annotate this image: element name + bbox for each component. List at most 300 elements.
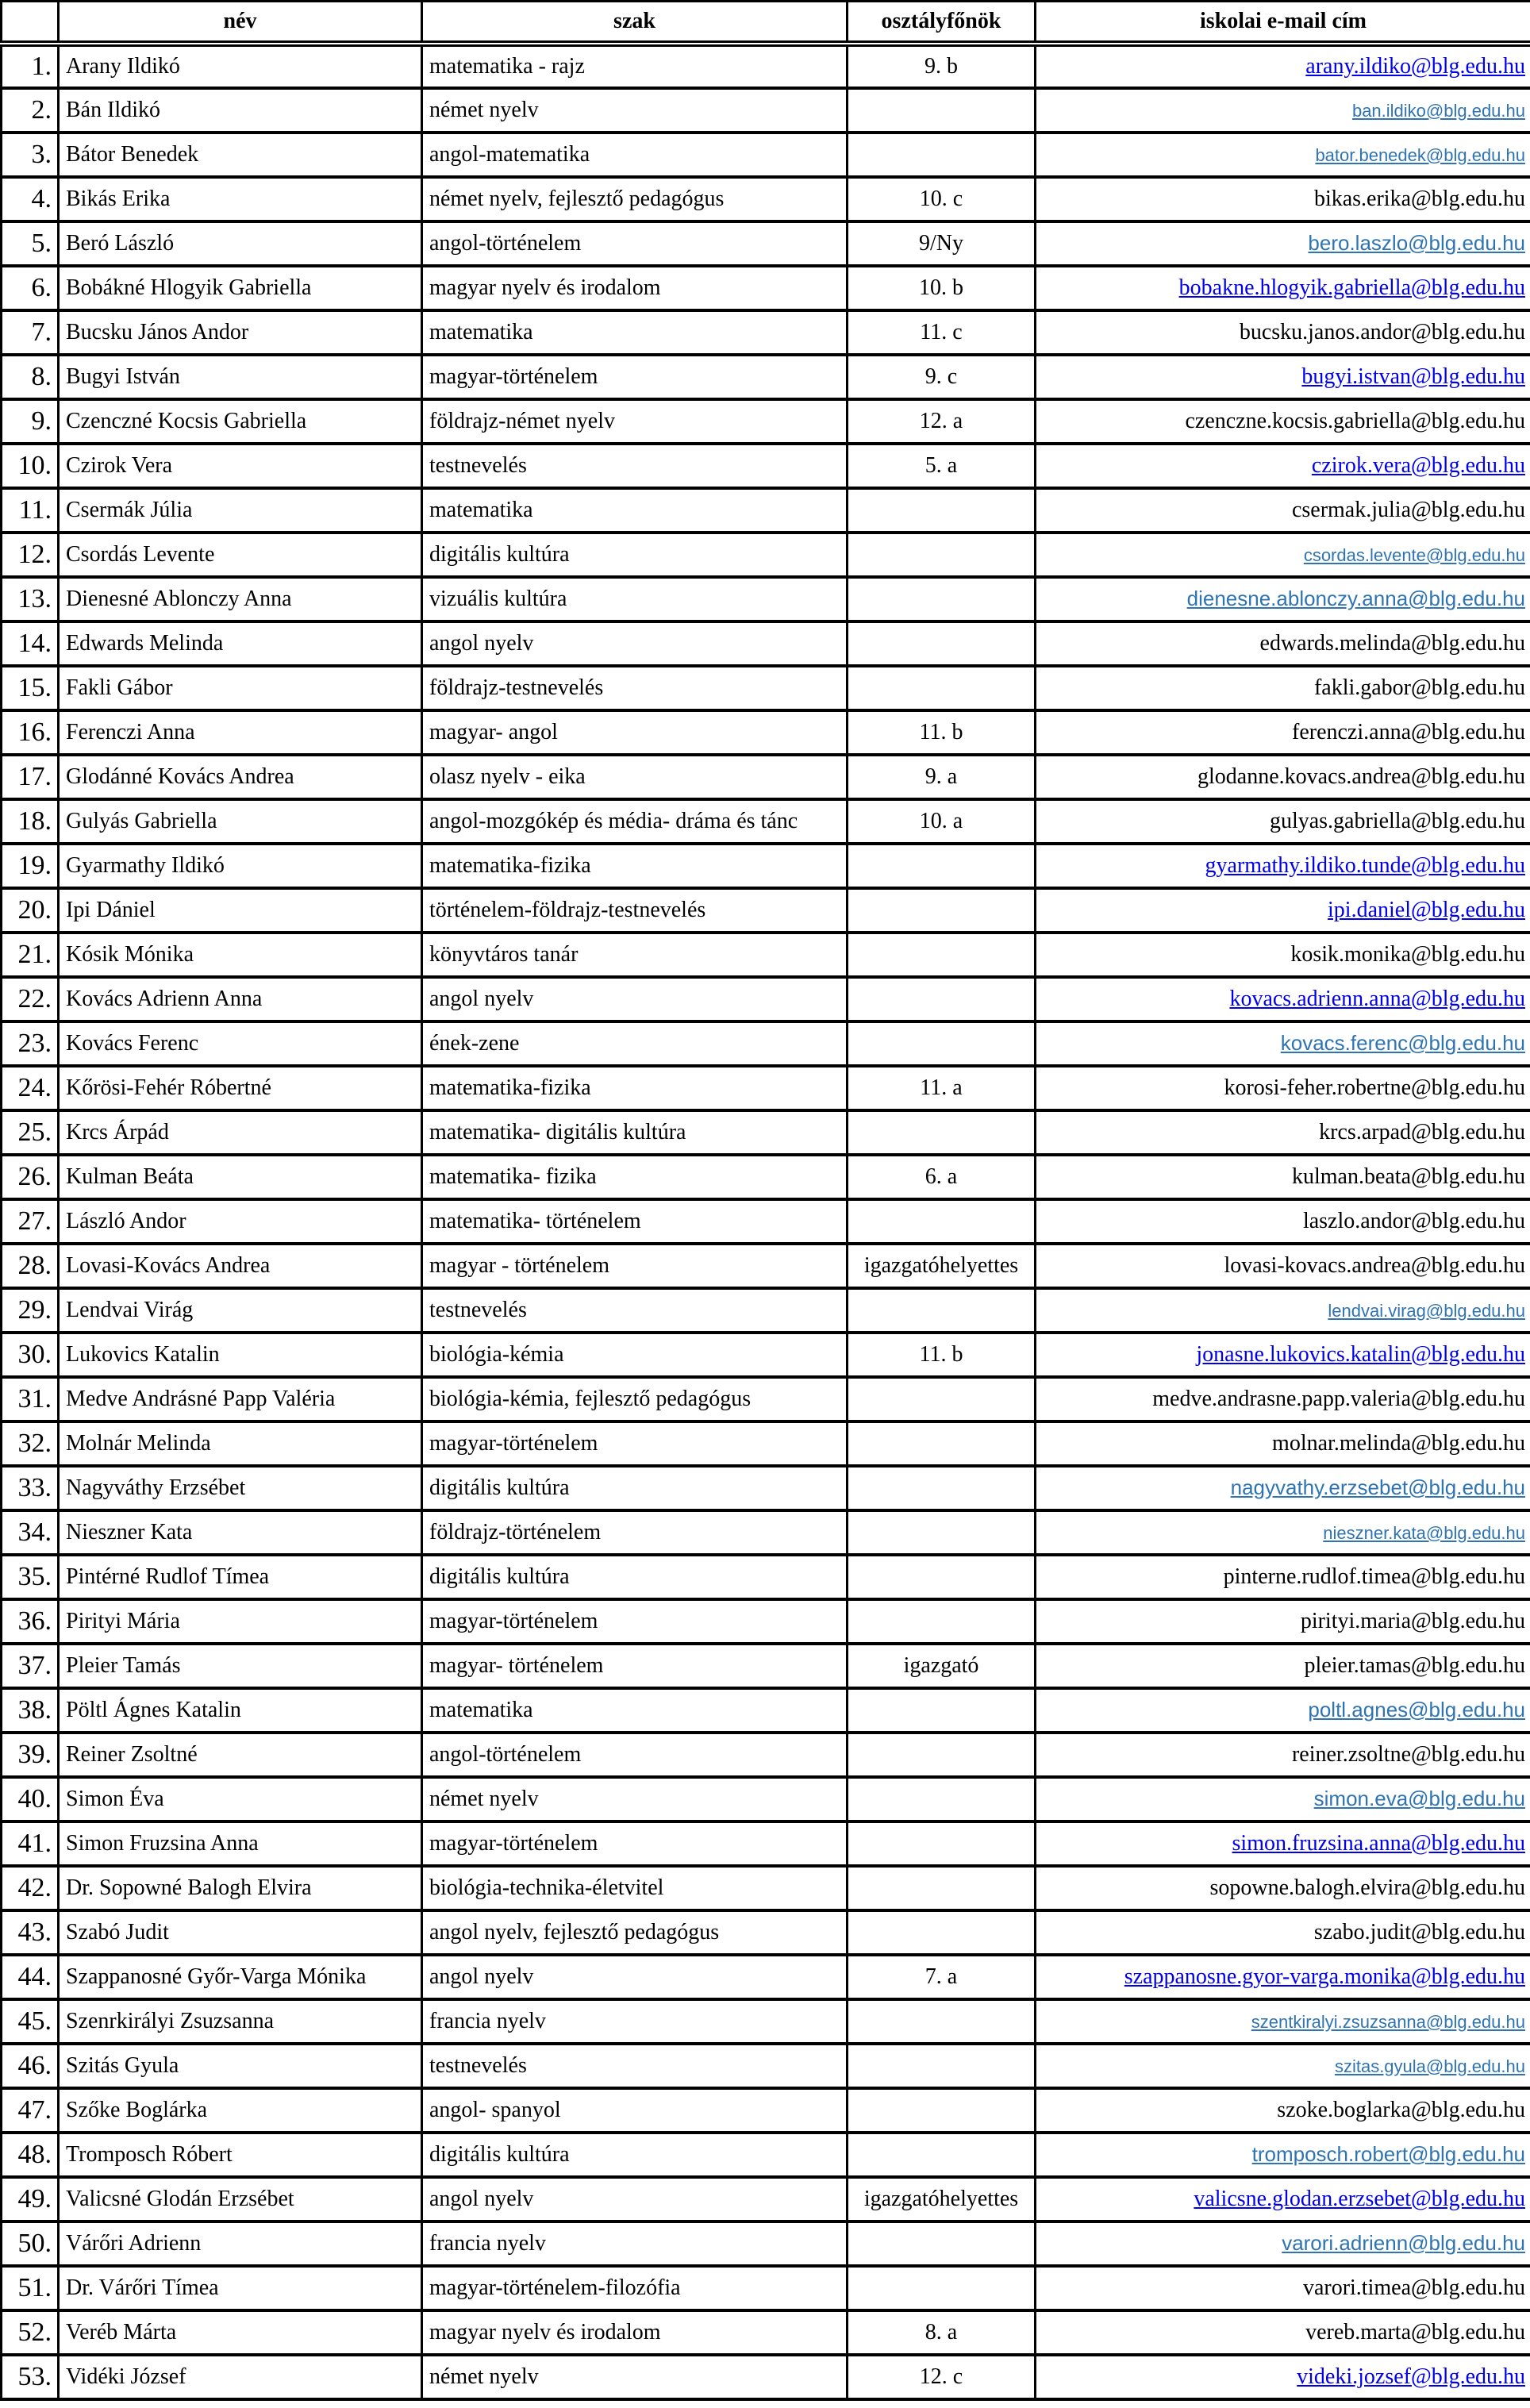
row-number: 4.	[2, 177, 59, 221]
row-number: 41.	[2, 1821, 59, 1866]
class-or-role	[848, 1688, 1036, 1733]
email-cell	[1036, 133, 1530, 177]
teacher-name: Fakli Gábor	[59, 666, 422, 710]
row-number: 34.	[2, 1510, 59, 1555]
table-row	[2, 2133, 1530, 2177]
subject: ének-zene	[422, 1021, 848, 1066]
teacher-name: Szenrkirályi Zsuzsanna	[59, 1999, 422, 2044]
subject: francia nyelv	[422, 2221, 848, 2266]
subject: angol-matematika	[422, 133, 848, 177]
class-or-role	[848, 1866, 1036, 1910]
email-cell	[1036, 1510, 1530, 1555]
class-or-role: 9. c	[848, 355, 1036, 399]
email-text: kosik.monika@blg.edu.hu	[1290, 941, 1525, 967]
header-cell-osztalyfonok: osztályfőnök	[848, 2, 1036, 44]
email-text: kulman.beata@blg.edu.hu	[1291, 1164, 1525, 1189]
subject: földrajz-német nyelv	[422, 399, 848, 444]
table-row	[2, 1821, 1530, 1866]
class-or-role: igazgató	[848, 1644, 1036, 1688]
teacher-name: Reiner Zsoltné	[59, 1733, 422, 1777]
table-row	[2, 1377, 1530, 1421]
subject: földrajz-testnevelés	[422, 666, 848, 710]
table-row	[2, 1510, 1530, 1555]
class-or-role	[848, 1466, 1036, 1510]
class-or-role	[848, 533, 1036, 577]
email-link[interactable]: simon.eva@blg.edu.hu	[1313, 1786, 1525, 1810]
email-link[interactable]: valicsne.glodan.erzsebet@blg.edu.hu	[1194, 2186, 1525, 2211]
email-cell	[1036, 844, 1530, 888]
header-row	[2, 2, 1530, 44]
teacher-name: Simon Éva	[59, 1777, 422, 1821]
email-cell	[1036, 2044, 1530, 2088]
email-cell	[1036, 1866, 1530, 1910]
table-row	[2, 533, 1530, 577]
subject: digitális kultúra	[422, 533, 848, 577]
table-row	[2, 888, 1530, 933]
row-number: 26.	[2, 1155, 59, 1199]
email-cell	[1036, 2133, 1530, 2177]
teacher-name: Pöltl Ágnes Katalin	[59, 1688, 422, 1733]
row-number: 48.	[2, 2133, 59, 2177]
email-cell	[1036, 1155, 1530, 1199]
subject: testnevelés	[422, 1288, 848, 1333]
email-cell	[1036, 2088, 1530, 2133]
email-cell	[1036, 1199, 1530, 1244]
class-or-role: 11. a	[848, 1066, 1036, 1110]
email-cell	[1036, 1110, 1530, 1155]
email-link[interactable]: tromposch.robert@blg.edu.hu	[1251, 2141, 1525, 2166]
class-or-role	[848, 888, 1036, 933]
subject: angol nyelv	[422, 1955, 848, 1999]
subject: testnevelés	[422, 444, 848, 488]
class-or-role: 7. a	[848, 1955, 1036, 1999]
email-link[interactable]: lendvai.virag@blg.edu.hu	[1328, 1300, 1525, 1321]
row-number: 12.	[2, 533, 59, 577]
email-text: fakli.gabor@blg.edu.hu	[1313, 675, 1525, 700]
email-link[interactable]: ipi.daniel@blg.edu.hu	[1328, 897, 1525, 922]
table-row	[2, 44, 1530, 88]
row-number: 17.	[2, 755, 59, 799]
class-or-role: 10. c	[848, 177, 1036, 221]
teacher-name: László Andor	[59, 1199, 422, 1244]
teacher-name: Krcs Árpád	[59, 1110, 422, 1155]
email-cell	[1036, 977, 1530, 1021]
email-link[interactable]: nieszner.kata@blg.edu.hu	[1323, 1522, 1525, 1543]
teacher-name: Kulman Beáta	[59, 1155, 422, 1199]
teacher-name: Glodánné Kovács Andrea	[59, 755, 422, 799]
email-cell	[1036, 888, 1530, 933]
subject: digitális kultúra	[422, 1555, 848, 1599]
email-cell	[1036, 1955, 1530, 1999]
email-link[interactable]: szitas.gyula@blg.edu.hu	[1334, 2056, 1525, 2076]
teacher-name: Ferenczi Anna	[59, 710, 422, 755]
table-row	[2, 2355, 1530, 2399]
email-cell	[1036, 88, 1530, 133]
teacher-name: Nieszner Kata	[59, 1510, 422, 1555]
email-cell	[1036, 799, 1530, 844]
row-number: 30.	[2, 1333, 59, 1377]
table-row	[2, 1999, 1530, 2044]
teacher-name: Veréb Márta	[59, 2310, 422, 2355]
row-number: 15.	[2, 666, 59, 710]
email-text: krcs.arpad@blg.edu.hu	[1319, 1119, 1525, 1144]
class-or-role	[848, 977, 1036, 1021]
email-link[interactable]: varori.adrienn@blg.edu.hu	[1282, 2230, 1525, 2255]
class-or-role: 9. b	[848, 44, 1036, 88]
email-link[interactable]: jonasne.lukovics.katalin@blg.edu.hu	[1196, 1341, 1525, 1367]
table-row	[2, 621, 1530, 666]
row-number: 19.	[2, 844, 59, 888]
subject: matematika	[422, 488, 848, 533]
email-cell	[1036, 1644, 1530, 1688]
table-body	[2, 44, 1530, 2399]
table-row	[2, 977, 1530, 1021]
subject: matematika- digitális kultúra	[422, 1110, 848, 1155]
subject: angol-történelem	[422, 221, 848, 266]
class-or-role: 9/Ny	[848, 221, 1036, 266]
table-row	[2, 933, 1530, 977]
subject: biológia-kémia	[422, 1333, 848, 1377]
teacher-name: Arany Ildikó	[59, 44, 422, 88]
class-or-role	[848, 1821, 1036, 1866]
subject: magyar - történelem	[422, 1244, 848, 1288]
email-link[interactable]: dienesne.ablonczy.anna@blg.edu.hu	[1186, 586, 1525, 610]
table-row	[2, 1599, 1530, 1644]
email-cell	[1036, 1333, 1530, 1377]
subject: könyvtáros tanár	[422, 933, 848, 977]
subject: magyar-történelem	[422, 1821, 848, 1866]
subject: magyar-történelem	[422, 1421, 848, 1466]
row-number: 32.	[2, 1421, 59, 1466]
email-cell	[1036, 710, 1530, 755]
teacher-name: Beró László	[59, 221, 422, 266]
class-or-role	[848, 2221, 1036, 2266]
class-or-role	[848, 2044, 1036, 2088]
class-or-role: 12. c	[848, 2355, 1036, 2399]
row-number: 46.	[2, 2044, 59, 2088]
subject: matematika - rajz	[422, 44, 848, 88]
teacher-name: Ipi Dániel	[59, 888, 422, 933]
email-link[interactable]: csordas.levente@blg.edu.hu	[1303, 544, 1525, 565]
teacher-name: Edwards Melinda	[59, 621, 422, 666]
teacher-name: Tromposch Róbert	[59, 2133, 422, 2177]
teacher-name: Kósik Mónika	[59, 933, 422, 977]
class-or-role	[848, 133, 1036, 177]
subject: testnevelés	[422, 2044, 848, 2088]
teacher-name: Kőrösi-Fehér Róbertné	[59, 1066, 422, 1110]
table-row	[2, 2177, 1530, 2221]
email-text: sopowne.balogh.elvira@blg.edu.hu	[1209, 1875, 1525, 1900]
subject: angol-történelem	[422, 1733, 848, 1777]
subject: magyar-történelem	[422, 1599, 848, 1644]
class-or-role	[848, 1377, 1036, 1421]
row-number: 53.	[2, 2355, 59, 2399]
row-number: 14.	[2, 621, 59, 666]
table-row	[2, 2221, 1530, 2266]
email-link[interactable]: videki.jozsef@blg.edu.hu	[1297, 2364, 1525, 2389]
teacher-name: Szőke Boglárka	[59, 2088, 422, 2133]
email-text: varori.timea@blg.edu.hu	[1302, 2275, 1525, 2300]
teacher-name: Lendvai Virág	[59, 1288, 422, 1333]
teacher-name: Pleier Tamás	[59, 1644, 422, 1688]
subject: német nyelv	[422, 2355, 848, 2399]
class-or-role	[848, 88, 1036, 133]
email-link[interactable]: ban.ildiko@blg.edu.hu	[1351, 100, 1525, 121]
email-link[interactable]: poltl.agnes@blg.edu.hu	[1308, 1697, 1525, 1721]
teacher-name: Lovasi-Kovács Andrea	[59, 1244, 422, 1288]
teacher-name: Bugyi István	[59, 355, 422, 399]
email-text: szoke.boglarka@blg.edu.hu	[1277, 2097, 1525, 2122]
class-or-role	[848, 1110, 1036, 1155]
table-row	[2, 1199, 1530, 1244]
teacher-name: Czenczné Kocsis Gabriella	[59, 399, 422, 444]
email-cell	[1036, 1555, 1530, 1599]
row-number: 45.	[2, 1999, 59, 2044]
row-number: 33.	[2, 1466, 59, 1510]
email-cell	[1036, 177, 1530, 221]
row-number: 49.	[2, 2177, 59, 2221]
class-or-role	[848, 1999, 1036, 2044]
email-cell	[1036, 1021, 1530, 1066]
teacher-name: Kovács Adrienn Anna	[59, 977, 422, 1021]
email-cell	[1036, 1066, 1530, 1110]
class-or-role	[848, 621, 1036, 666]
subject: magyar- angol	[422, 710, 848, 755]
table-row	[2, 710, 1530, 755]
email-text: pleier.tamas@blg.edu.hu	[1304, 1652, 1525, 1678]
email-cell	[1036, 1466, 1530, 1510]
subject: digitális kultúra	[422, 2133, 848, 2177]
subject: matematika	[422, 1688, 848, 1733]
email-cell	[1036, 933, 1530, 977]
row-number: 21.	[2, 933, 59, 977]
table-row	[2, 1155, 1530, 1199]
table-row	[2, 666, 1530, 710]
subject: német nyelv	[422, 1777, 848, 1821]
email-link[interactable]: bero.laszlo@blg.edu.hu	[1308, 230, 1525, 255]
teacher-name: Gulyás Gabriella	[59, 799, 422, 844]
teacher-name: Csordás Levente	[59, 533, 422, 577]
email-text: glodanne.kovacs.andrea@blg.edu.hu	[1197, 764, 1525, 789]
row-number: 50.	[2, 2221, 59, 2266]
table-row	[2, 266, 1530, 310]
subject: biológia-kémia, fejlesztő pedagógus	[422, 1377, 848, 1421]
table-row	[2, 1955, 1530, 1999]
teacher-name: Vidéki József	[59, 2355, 422, 2399]
email-cell	[1036, 1777, 1530, 1821]
table-row	[2, 1333, 1530, 1377]
email-text: korosi-feher.robertne@blg.edu.hu	[1224, 1075, 1525, 1100]
class-or-role	[848, 1421, 1036, 1466]
class-or-role: 9. a	[848, 755, 1036, 799]
email-text: laszlo.andor@blg.edu.hu	[1302, 1208, 1525, 1233]
subject: angol nyelv	[422, 621, 848, 666]
class-or-role: 8. a	[848, 2310, 1036, 2355]
email-link[interactable]: bobakne.hlogyik.gabriella@blg.edu.hu	[1178, 275, 1525, 300]
teacher-name: Bucsku János Andor	[59, 310, 422, 355]
email-text: csermak.julia@blg.edu.hu	[1291, 497, 1525, 522]
email-link[interactable]: bugyi.istvan@blg.edu.hu	[1301, 364, 1525, 389]
table-row	[2, 1733, 1530, 1777]
row-number: 20.	[2, 888, 59, 933]
class-or-role	[848, 1910, 1036, 1955]
email-link[interactable]: szappanosne.gyor-varga.monika@blg.edu.hu	[1124, 1964, 1525, 1989]
class-or-role: 12. a	[848, 399, 1036, 444]
email-cell	[1036, 2177, 1530, 2221]
row-number: 5.	[2, 221, 59, 266]
teacher-name: Molnár Melinda	[59, 1421, 422, 1466]
row-number: 43.	[2, 1910, 59, 1955]
class-or-role	[848, 666, 1036, 710]
email-cell	[1036, 488, 1530, 533]
email-text: czenczne.kocsis.gabriella@blg.edu.hu	[1185, 408, 1525, 433]
email-link[interactable]: czirok.vera@blg.edu.hu	[1311, 452, 1525, 478]
email-cell	[1036, 2355, 1530, 2399]
table-row	[2, 1466, 1530, 1510]
subject: angol- spanyol	[422, 2088, 848, 2133]
row-number: 31.	[2, 1377, 59, 1421]
class-or-role: 11. b	[848, 710, 1036, 755]
row-number: 25.	[2, 1110, 59, 1155]
subject: angol nyelv, fejlesztő pedagógus	[422, 1910, 848, 1955]
email-text: bucsku.janos.andor@blg.edu.hu	[1239, 319, 1525, 344]
subject: történelem-földrajz-testnevelés	[422, 888, 848, 933]
email-link[interactable]: bator.benedek@blg.edu.hu	[1315, 144, 1525, 165]
class-or-role	[848, 1555, 1036, 1599]
row-number: 47.	[2, 2088, 59, 2133]
subject: angol-mozgókép és média- dráma és tánc	[422, 799, 848, 844]
table-row	[2, 310, 1530, 355]
row-number: 23.	[2, 1021, 59, 1066]
class-or-role	[848, 1021, 1036, 1066]
class-or-role: 6. a	[848, 1155, 1036, 1199]
email-cell	[1036, 1733, 1530, 1777]
teacher-name: Valicsné Glodán Erzsébet	[59, 2177, 422, 2221]
teacher-name: Szitás Gyula	[59, 2044, 422, 2088]
subject: angol nyelv	[422, 2177, 848, 2221]
class-or-role	[848, 1510, 1036, 1555]
class-or-role	[848, 2266, 1036, 2310]
row-number: 10.	[2, 444, 59, 488]
teacher-name: Dr. Sopowné Balogh Elvira	[59, 1866, 422, 1910]
email-text: bikas.erika@blg.edu.hu	[1313, 186, 1525, 211]
email-cell	[1036, 310, 1530, 355]
teacher-name: Bobákné Hlogyik Gabriella	[59, 266, 422, 310]
email-link[interactable]: simon.fruzsina.anna@blg.edu.hu	[1232, 1830, 1525, 1856]
table-row	[2, 444, 1530, 488]
header-cell-number	[2, 2, 59, 44]
header-cell-nev: név	[59, 2, 422, 44]
email-link[interactable]: szentkiralyi.zsuzsanna@blg.edu.hu	[1251, 2011, 1525, 2032]
table-row	[2, 1066, 1530, 1110]
row-number: 35.	[2, 1555, 59, 1599]
row-number: 22.	[2, 977, 59, 1021]
row-number: 16.	[2, 710, 59, 755]
class-or-role	[848, 488, 1036, 533]
class-or-role	[848, 1199, 1036, 1244]
teacher-name: Várőri Adrienn	[59, 2221, 422, 2266]
table-row	[2, 1110, 1530, 1155]
row-number: 29.	[2, 1288, 59, 1333]
email-link[interactable]: gyarmathy.ildiko.tunde@blg.edu.hu	[1205, 852, 1525, 878]
row-number: 24.	[2, 1066, 59, 1110]
table-row	[2, 1777, 1530, 1821]
row-number: 8.	[2, 355, 59, 399]
email-cell	[1036, 355, 1530, 399]
class-or-role: igazgatóhelyettes	[848, 1244, 1036, 1288]
header-cell-email: iskolai e-mail cím	[1036, 2, 1530, 44]
class-or-role	[848, 1777, 1036, 1821]
email-cell	[1036, 1821, 1530, 1866]
email-link[interactable]: kovacs.adrienn.anna@blg.edu.hu	[1229, 986, 1525, 1011]
row-number: 27.	[2, 1199, 59, 1244]
table-row	[2, 88, 1530, 133]
email-cell	[1036, 2266, 1530, 2310]
row-number: 40.	[2, 1777, 59, 1821]
email-cell	[1036, 1244, 1530, 1288]
row-number: 39.	[2, 1733, 59, 1777]
class-or-role	[848, 2133, 1036, 2177]
class-or-role	[848, 2088, 1036, 2133]
class-or-role	[848, 577, 1036, 621]
teacher-name: Nagyváthy Erzsébet	[59, 1466, 422, 1510]
email-cell	[1036, 221, 1530, 266]
table-row	[2, 1644, 1530, 1688]
subject: földrajz-történelem	[422, 1510, 848, 1555]
table-row	[2, 177, 1530, 221]
teacher-name: Medve Andrásné Papp Valéria	[59, 1377, 422, 1421]
subject: magyar-történelem	[422, 355, 848, 399]
row-number: 36.	[2, 1599, 59, 1644]
email-link[interactable]: arany.ildiko@blg.edu.hu	[1305, 53, 1525, 79]
class-or-role: 5. a	[848, 444, 1036, 488]
email-cell	[1036, 2221, 1530, 2266]
email-cell	[1036, 666, 1530, 710]
email-text: gulyas.gabriella@blg.edu.hu	[1269, 808, 1525, 833]
teacher-name: Kovács Ferenc	[59, 1021, 422, 1066]
class-or-role: 11. c	[848, 310, 1036, 355]
row-number: 52.	[2, 2310, 59, 2355]
table-row	[2, 577, 1530, 621]
teacher-name: Czirok Vera	[59, 444, 422, 488]
email-cell	[1036, 577, 1530, 621]
row-number: 11.	[2, 488, 59, 533]
class-or-role	[848, 933, 1036, 977]
email-link[interactable]: kovacs.ferenc@blg.edu.hu	[1280, 1030, 1525, 1055]
email-text: vereb.marta@blg.edu.hu	[1305, 2319, 1525, 2345]
email-cell	[1036, 1999, 1530, 2044]
row-number: 44.	[2, 1955, 59, 1999]
header-cell-szak: szak	[422, 2, 848, 44]
table-row	[2, 221, 1530, 266]
row-number: 37.	[2, 1644, 59, 1688]
row-number: 2.	[2, 88, 59, 133]
email-text: molnar.melinda@blg.edu.hu	[1272, 1430, 1525, 1456]
teacher-name: Lukovics Katalin	[59, 1333, 422, 1377]
row-number: 28.	[2, 1244, 59, 1288]
email-cell	[1036, 2310, 1530, 2355]
table-row	[2, 2266, 1530, 2310]
email-link[interactable]: nagyvathy.erzsebet@blg.edu.hu	[1230, 1475, 1525, 1499]
teacher-name: Gyarmathy Ildikó	[59, 844, 422, 888]
email-cell	[1036, 44, 1530, 88]
email-cell	[1036, 1910, 1530, 1955]
row-number: 6.	[2, 266, 59, 310]
email-text: lovasi-kovacs.andrea@blg.edu.hu	[1224, 1252, 1525, 1278]
class-or-role	[848, 844, 1036, 888]
subject: biológia-technika-életvitel	[422, 1866, 848, 1910]
table-row	[2, 2088, 1530, 2133]
